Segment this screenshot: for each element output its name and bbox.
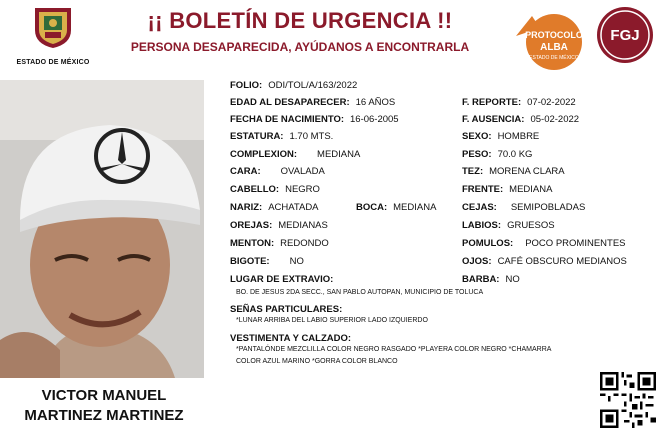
- label: BOCA:: [356, 202, 388, 213]
- field-boca: [356, 202, 436, 214]
- field-cabello: [230, 184, 320, 196]
- value: NO: [505, 274, 520, 285]
- label: MENTON:: [230, 238, 275, 249]
- protocolo-alba-logo-icon: [510, 8, 586, 72]
- value: MEDIANA: [317, 149, 361, 160]
- label: EDAD AL DESAPARECER:: [230, 97, 350, 108]
- value: ACHATADA: [268, 202, 319, 213]
- value: MEDIANAS: [278, 220, 328, 231]
- value: 07-02-2022: [527, 97, 576, 108]
- field-edad: [230, 97, 395, 109]
- field-vestimenta-label: [230, 333, 357, 345]
- bulletin-subtitle: PERSONA DESAPARECIDA, AYÚDANOS A ENCONTRARLA: [130, 40, 470, 54]
- value: 70.0 KG: [497, 149, 533, 160]
- label: OJOS:: [462, 256, 492, 267]
- label: NARIZ:: [230, 202, 263, 213]
- value: ODI/TOL/A/163/2022: [268, 80, 358, 91]
- state-coat-of-arms-icon: [31, 4, 75, 50]
- field-tez: [462, 166, 565, 178]
- value: 1.70 MTS.: [289, 131, 334, 142]
- field-nacimiento: [230, 114, 399, 126]
- field-sexo: [462, 131, 539, 143]
- label: FRENTE:: [462, 184, 504, 195]
- state-logo-block: [8, 4, 98, 66]
- value: POCO PROMINENTES: [525, 238, 626, 249]
- value: CAFÉ OBSCURO MEDIANOS: [497, 256, 627, 267]
- missing-person-photo: [0, 80, 204, 378]
- alba-text-2: ALBA: [540, 42, 568, 53]
- field-peso: [462, 149, 532, 161]
- field-ojos: [462, 256, 627, 268]
- label: BARBA:: [462, 274, 500, 285]
- value: NO: [289, 256, 304, 267]
- bulletin-title: ¡¡ BOLETÍN DE URGENCIA !!: [147, 8, 453, 33]
- label: TEZ:: [462, 166, 484, 177]
- label: FECHA DE NACIMIENTO:: [230, 114, 344, 125]
- value: NEGRO: [285, 184, 320, 195]
- alba-text-3: ESTADO DE MÉXICO: [529, 55, 579, 61]
- label: LUGAR DE EXTRAVIO:: [230, 274, 334, 285]
- state-logo-text: ESTADO DE MÉXICO: [16, 59, 90, 66]
- value: SEMIPOBLADAS: [510, 202, 586, 213]
- field-pomulos: [462, 238, 626, 250]
- value: OVALADA: [280, 166, 325, 177]
- value: MEDIANA: [393, 202, 437, 213]
- field-senas-value: *LUNAR ARRIBA DEL LABIO SUPERIOR LADO IZQUIERDO: [236, 317, 428, 324]
- label: CEJAS:: [462, 202, 497, 213]
- field-lugar-value: BO. DE JESUS 2DA SECC., SAN PABLO AUTOPAN, MUNICIPIO DE TOLUCA: [236, 289, 484, 296]
- label: F. AUSENCIA:: [462, 114, 525, 125]
- field-labios: [462, 220, 555, 232]
- label: LABIOS:: [462, 220, 502, 231]
- field-vestimenta-line1: *PANTALÓNDE MEZCLILLA COLOR NEGRO RASGADO *PLAYERA COLOR NEGRO *CHAMARRA: [236, 346, 552, 353]
- label: OREJAS:: [230, 220, 273, 231]
- field-estatura: [230, 131, 333, 143]
- person-name: [0, 386, 208, 426]
- label: CABELLO:: [230, 184, 280, 195]
- field-vestimenta-line2: COLOR AZUL MARINO *GORRA COLOR BLANCO: [236, 358, 398, 365]
- person-name-line2: MARTINEZ MARTINEZ: [24, 407, 184, 424]
- label: COMPLEXION:: [230, 149, 298, 160]
- label: PESO:: [462, 149, 492, 160]
- label: ESTATURA:: [230, 131, 284, 142]
- label: SEXO:: [462, 131, 492, 142]
- label: BIGOTE:: [230, 256, 270, 267]
- field-nariz: [230, 202, 319, 214]
- label: FOLIO:: [230, 80, 263, 91]
- field-reporte: [462, 97, 576, 109]
- alba-text-1: PROTOCOLO: [525, 30, 583, 40]
- fgj-logo-icon: [596, 6, 654, 64]
- field-lugar-label: [230, 274, 339, 286]
- field-orejas: [230, 220, 328, 232]
- field-cara: [230, 166, 325, 178]
- field-folio: [230, 80, 357, 92]
- field-menton: [230, 238, 329, 250]
- label: CARA:: [230, 166, 261, 177]
- fgj-text: FGJ: [610, 27, 640, 44]
- value: 16 AÑOS: [355, 97, 396, 108]
- value: 16-06-2005: [350, 114, 399, 125]
- label: VESTIMENTA Y CALZADO:: [230, 333, 352, 344]
- person-name-line1: VICTOR MANUEL: [41, 387, 167, 404]
- qr-code-icon: [600, 372, 656, 428]
- value: REDONDO: [280, 238, 329, 249]
- value: MORENA CLARA: [489, 166, 565, 177]
- label: SEÑAS PARTICULARES:: [230, 304, 343, 315]
- value: HOMBRE: [497, 131, 540, 142]
- field-bigote: [230, 256, 304, 268]
- label: POMULOS:: [462, 238, 514, 249]
- field-complexion: [230, 149, 360, 161]
- field-senas-label: [230, 304, 348, 316]
- value: MEDIANA: [509, 184, 553, 195]
- field-frente: [462, 184, 552, 196]
- field-barba: [462, 274, 520, 286]
- field-ausencia: [462, 114, 579, 126]
- label: F. REPORTE:: [462, 97, 522, 108]
- value: GRUESOS: [507, 220, 555, 231]
- value: 05-02-2022: [530, 114, 580, 125]
- field-cejas: [462, 202, 585, 214]
